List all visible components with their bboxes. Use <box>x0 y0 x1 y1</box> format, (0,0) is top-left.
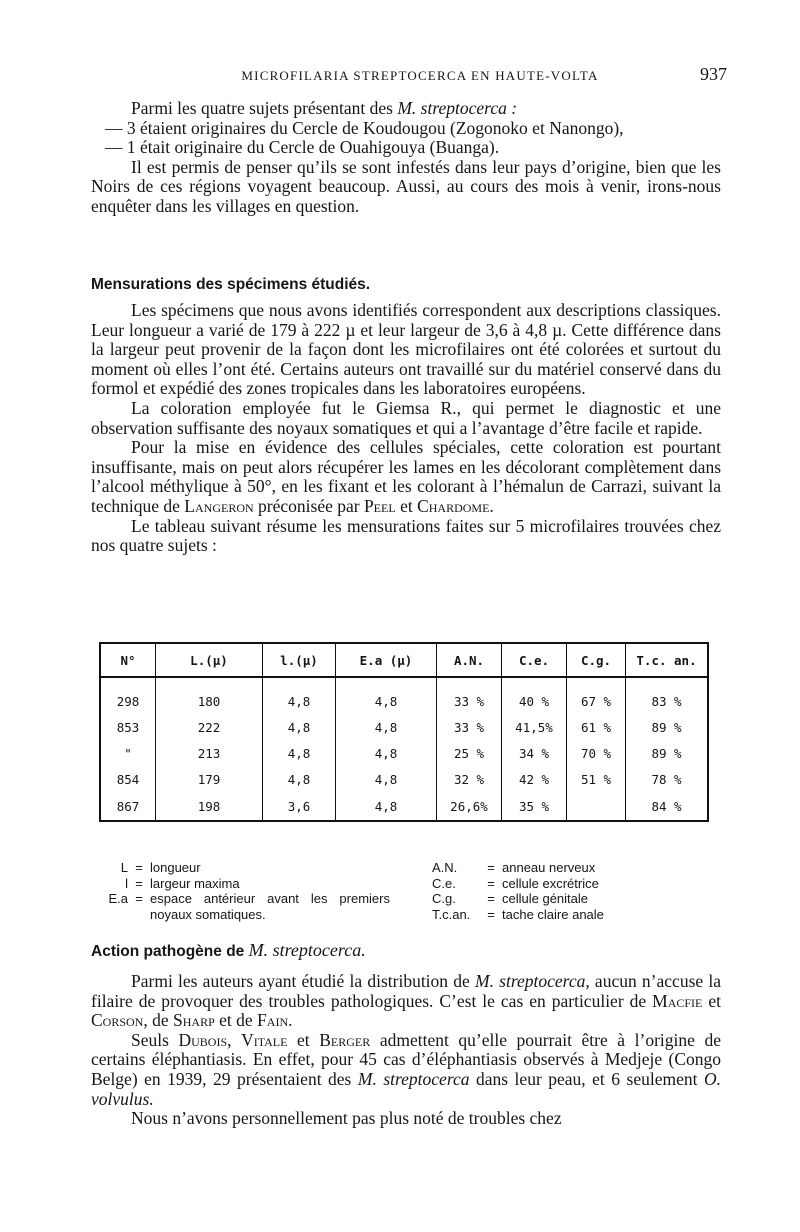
table-cell: 26,6% <box>437 792 502 821</box>
table-header-cell: A.N. <box>437 643 502 677</box>
table-row <box>100 766 708 792</box>
table-cell: 41,5% <box>502 714 567 740</box>
table-cell: 4,8 <box>263 766 336 792</box>
table-cell: 61 % <box>567 714 626 740</box>
section-1-paragraph-1: Les spécimens que nous avons identifiés correspondent aux descriptions classiques. Leur longueur a varié de 179 à 222 µ et leur largeur de 3,6 à 4,8 µ. Cette différence dans la largeur peut provenir de la façon dont les microfilaires ont été colorées et surtout du moment où elles l’ont été. Certains auteurs ont travaillé sur du matériel conservé dans du formol et expédié des zones tropicales dans les laboratoires européens. <box>91 300 721 399</box>
table-cell: 4,8 <box>336 688 437 714</box>
table-cell: 222 <box>156 714 263 740</box>
section-2-body <box>91 972 721 1129</box>
table-cell: 40 % <box>502 688 567 714</box>
table-cell: 32 % <box>437 766 502 792</box>
section-2-paragraph-1: Parmi les auteurs ayant étudié la distribution de M. streptocerca, aucun n’accuse la filaire de provoquer des troubles pathologiques. C’est le cas en particulier de Macfie et Corson, de Sharp et de Fain. <box>91 971 721 1031</box>
table-cell: 198 <box>156 792 263 821</box>
table-header-row <box>100 643 708 677</box>
table-cell: " <box>100 740 156 766</box>
table-cell: 33 % <box>437 688 502 714</box>
measurements-table <box>99 642 709 822</box>
section-1-paragraph-4: Le tableau suivant résume les mensurations faites sur 5 microfilaires trouvées chez nos quatre sujets : <box>91 515 721 556</box>
intro-list-item-2: — 1 était originaire du Cercle de Ouahigouya (Buanga). <box>105 137 500 158</box>
table-cell: 4,8 <box>263 714 336 740</box>
table-cell: 34 % <box>502 740 567 766</box>
section-1-paragraph-3: Pour la mise en évidence des cellules spéciales, cette coloration est pourtant insuffisante, mais on peut alors récupérer les lames en les décolorant complètement dans l’alcool méthylique à 50°, en les fixant et les colorant à l’hémalun de Carrazi, suivant la technique de Langeron préconisée par Peel et Chardome. <box>91 437 721 516</box>
table-header-cell: E.a (µ) <box>336 643 437 677</box>
legend-entry: C.g. = cellule génitale <box>432 891 589 906</box>
table-cell: 33 % <box>437 714 502 740</box>
intro-block <box>91 99 721 217</box>
legend-entry: L = longueur <box>120 860 201 875</box>
running-title: MICROFILARIA STREPTOCERCA EN HAUTE-VOLTA <box>241 68 599 83</box>
legend-entry: C.e. = cellule excrétrice <box>432 875 599 891</box>
table-cell: 84 % <box>626 792 709 821</box>
table-cell: 89 % <box>626 740 709 766</box>
table-cell: 179 <box>156 766 263 792</box>
table-header-cell: T.c. an. <box>626 643 709 677</box>
table-cell: 867 <box>100 792 156 821</box>
table-header-cell: L.(µ) <box>156 643 263 677</box>
page-number: 937 <box>700 64 727 84</box>
table-cell: 4,8 <box>336 792 437 821</box>
table-cell: 83 % <box>626 688 709 714</box>
table-cell: 25 % <box>437 740 502 766</box>
table-header-cell: l.(µ) <box>263 643 336 677</box>
table-cell: 89 % <box>626 714 709 740</box>
table-cell: 42 % <box>502 766 567 792</box>
section-1-paragraph-2: La coloration employée fut le Giemsa R., qui permet le diagnostic et une observation suffisante des noyaux somatiques et qui a l’avantage d’être facile et rapide. <box>91 397 721 438</box>
table-cell: 4,8 <box>336 766 437 792</box>
table-legend-right <box>432 860 672 922</box>
table-row <box>100 688 708 714</box>
table-cell: 4,8 <box>336 740 437 766</box>
table-cell: 67 % <box>567 688 626 714</box>
intro-paragraph-1: Parmi les quatre sujets présentant des M. streptocerca : <box>131 98 518 118</box>
table-cell: 180 <box>156 688 263 714</box>
table-header-cell: C.e. <box>502 643 567 677</box>
table-row <box>100 714 708 740</box>
legend-entry: A.N. = anneau nerveux <box>432 860 596 875</box>
section-1-body <box>91 301 721 556</box>
table-cell: 4,8 <box>336 714 437 740</box>
table-cell: 3,6 <box>263 792 336 821</box>
legend-entry: E.a = espace antérieur avant les premiers noyaux somatiques. <box>108 891 390 922</box>
legend-entry: T.c.an. = tache claire anale <box>432 906 604 922</box>
table-cell: 298 <box>100 688 156 714</box>
section-heading-mensurations: Mensurations des spécimens étudiés. <box>91 276 371 293</box>
table-header-cell: C.g. <box>567 643 626 677</box>
section-2-paragraph-2: Seuls Dubois, Vitale et Berger admettent qu’elle pourrait être à l’origine de certains éléphantiasis. En effet, pour 45 cas d’éléphantiasis observés à Medjeje (Congo Belge) en 1939, 29 présentaient des M. streptocerca dans leur peau, et 6 seulement O. volvulus. <box>91 1029 721 1109</box>
table-cell: 213 <box>156 740 263 766</box>
table-cell: 853 <box>100 714 156 740</box>
legend-entry: l = largeur maxima <box>125 875 240 891</box>
table-cell: 78 % <box>626 766 709 792</box>
table-spacer-row <box>100 677 708 688</box>
intro-list-item-1: — 3 étaient originaires du Cercle de Koudougou (Zogonoko et Nanongo), <box>105 117 624 138</box>
table-row <box>100 740 708 766</box>
table-header-cell: N° <box>100 643 156 677</box>
table-row <box>100 792 708 821</box>
table-cell: 51 % <box>567 766 626 792</box>
table-cell: 4,8 <box>263 740 336 766</box>
section-heading-action-pathogene: Action pathogène de M. streptocerca. <box>91 940 366 960</box>
table-cell: 35 % <box>502 792 567 821</box>
section-2-paragraph-3: Nous n’avons personnellement pas plus noté de troubles chez <box>131 1108 562 1129</box>
table-cell: 854 <box>100 766 156 792</box>
table-cell: 70 % <box>567 740 626 766</box>
table-cell: 4,8 <box>263 688 336 714</box>
table-legend-left <box>100 860 400 922</box>
table-cell <box>567 792 626 821</box>
intro-paragraph-2: Il est permis de penser qu’ils se sont infestés dans leur pays d’origine, bien que les Noirs de ces régions voyagent beaucoup. Aussi, au cours des mois à venir, irons-nous enquêter dans les villages en question. <box>91 156 721 216</box>
